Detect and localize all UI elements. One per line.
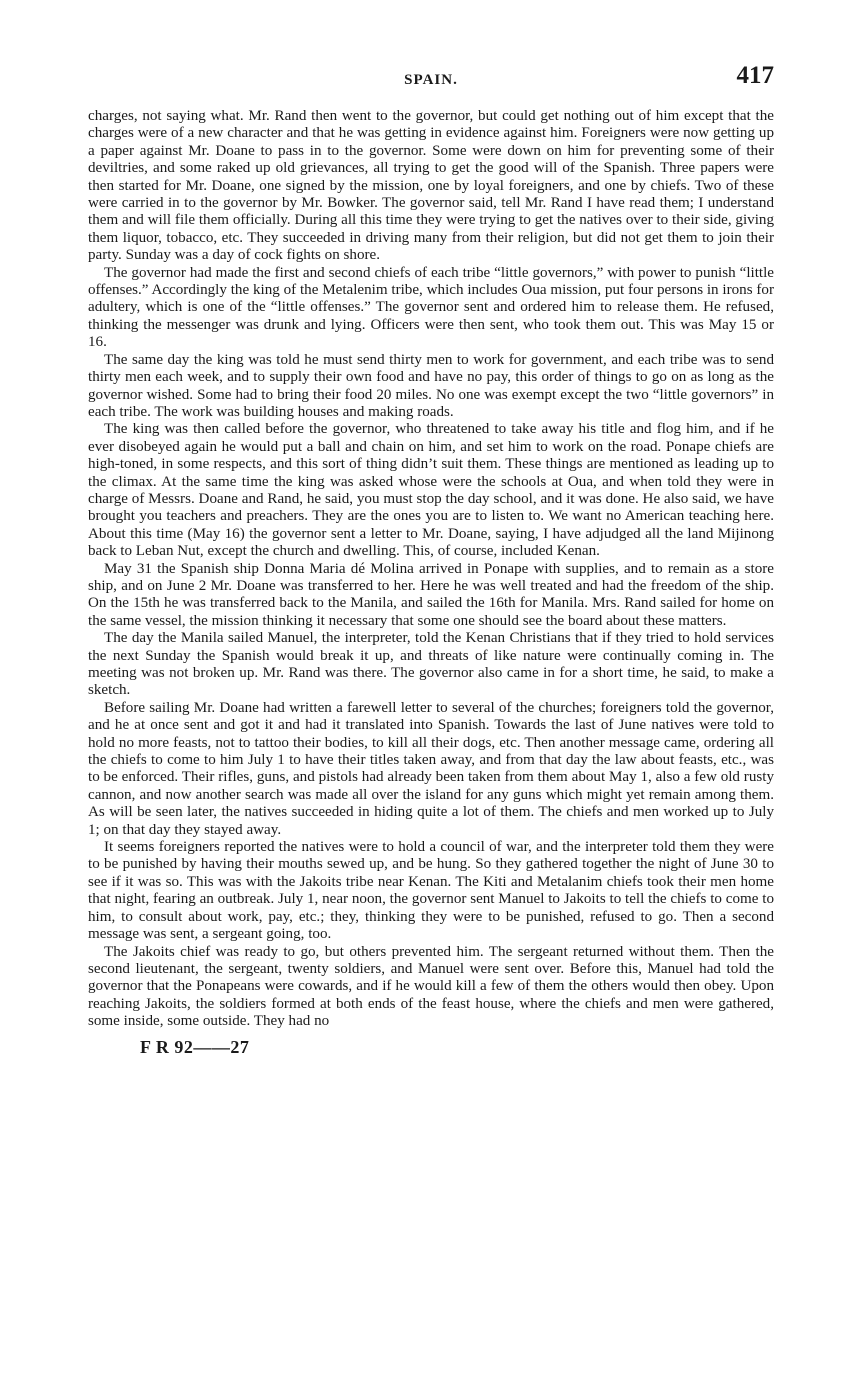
paragraph: The same day the king was told he must send thirty men to work for government, and each tribe was to send thirty men each week, and to supply their own food and have no pay, this order of things to go on as long as the governor wished. Some had to bring their food 20 miles. No one was exempt except the two “little governors” in each tribe. The work was building houses and making roads. <box>88 351 774 420</box>
running-head: SPAIN. <box>404 72 458 88</box>
paragraph: The Jakoits chief was ready to go, but others prevented him. The sergeant returned without them. Then the second lieutenant, the sergeant, twenty soldiers, and Manuel were sent over. Before this, Manuel had told the governor that the Ponapeans were cowards, and if he would kill a few of them the others would then obey. Upon reaching Jakoits, the soldiers formed at both ends of the feast house, where the chiefs and men were gathered, some inside, some outside. They had no <box>88 943 774 1030</box>
document-page <box>88 60 774 1058</box>
paragraph: Before sailing Mr. Doane had written a farewell letter to several of the churches; foreigners told the governor, and he at once sent and got it and had it translated into Spanish. Towards the last of June natives were told to hold no more feasts, not to tattoo their bodies, to kill all their dogs, etc. Then another message came, ordering all the chiefs to come to him July 1 to have their titles taken away, and from that day the law about feasts, etc., was to be enforced. Their rifles, guns, and pistols had already been taken from them about May 1, also a few old rusty cannon, and now another search was made all over the island for any guns which might yet remain among them. As will be seen later, the natives succeeded in hiding quite a lot of them. The chiefs and men worked up to July 1; on that day they stayed away. <box>88 699 774 838</box>
paragraph: It seems foreigners reported the natives were to hold a council of war, and the interpreter told them they were to be punished by having their mouths sewed up, and be hung. So they gathered together the night of June 30 to see if it was so. This was with the Jakoits tribe near Kenan. The Kiti and Metalanim chiefs took their men home that night, fearing an outbreak. July 1, near noon, the governor sent Manuel to Jakoits to tell the chiefs to come to him, to consult about work, pay, etc.; they, thinking they were to be punished, refused to go. Then a second message was sent, a sergeant going, too. <box>88 839 774 943</box>
paragraph: The governor had made the first and second chiefs of each tribe “little governors,” with power to punish “little offenses.” Accordingly the king of the Metalenim tribe, which includes Oua mission, put four persons in irons for adultery, which is one of the “little offenses.” The governor sent and ordered him to release them. He refused, thinking the messenger was drunk and lying. Officers were then sent, who took them out. This was May 15 or 16. <box>88 264 774 351</box>
paragraph: May 31 the Spanish ship Donna Maria dé Molina arrived in Ponape with supplies, and to remain as a store ship, and on June 2 Mr. Doane was transferred to her. Here he was well treated and had the freedom of the ship. On the 15th he was transferred back to the Manila, and sailed the 16th for Manila. Mrs. Rand sailed for home on the same vessel, the mission thinking it necessary that some one should see the board about these matters. <box>88 560 774 629</box>
paragraph: charges, not saying what. Mr. Rand then went to the governor, but could get nothing out of him except that the charges were of a new character and that he was getting in evidence against him. Foreigners were now getting up a paper against Mr. Doane to pass in to the governor. Some were down on him for preventing some of their deviltries, and some raked up old grievances, all trying to get the good will of the Spanish. Three papers were then started for Mr. Doane, one signed by the mission, one by loyal foreigners, and one by chiefs. Two of these were carried in to the governor by Mr. Bowker. The governor said, tell Mr. Rand I have read them; I understand them and will file them officially. During all this time they were trying to get the natives over to their side, giving them liquor, tobacco, etc. They succeeded in driving many from their religion, but did not get them to join their party. Sunday was a day of cock fights on shore. <box>88 108 774 264</box>
paragraph: The day the Manila sailed Manuel, the interpreter, told the Kenan Christians that if they tried to hold services the next Sunday the Spanish would break it up, and threats of like nature were continually coming in. The meeting was not broken up. Mr. Rand was there. The governor also came in for a short time, he said, to make a sketch. <box>88 630 774 699</box>
page-header <box>88 60 774 108</box>
signature-mark: F R 92——27 <box>140 1036 250 1057</box>
page-number: 417 <box>736 62 774 89</box>
body-text <box>88 108 774 1031</box>
paragraph: The king was then called before the governor, who threatened to take away his title and flog him, and if he ever disobeyed again he would put a ball and chain on him, and set him to work on the road. Ponape chiefs are high-toned, in some respects, and this sort of thing didn’t suit them. These things are mentioned as leading up to the climax. At the same time the king was asked whose were the schools at Oua, and when told they were in charge of Messrs. Doane and Rand, he said, you must stop the day school, and it was done. He also said, we have brought you teachers and preachers. They are the ones you are to listen to. We want no American teaching here. About this time (May 16) the governor sent a letter to Mr. Doane, saying, I have adjudged all the land Mijinong back to Leban Nut, except the church and dwelling. This, of course, included Kenan. <box>88 421 774 560</box>
